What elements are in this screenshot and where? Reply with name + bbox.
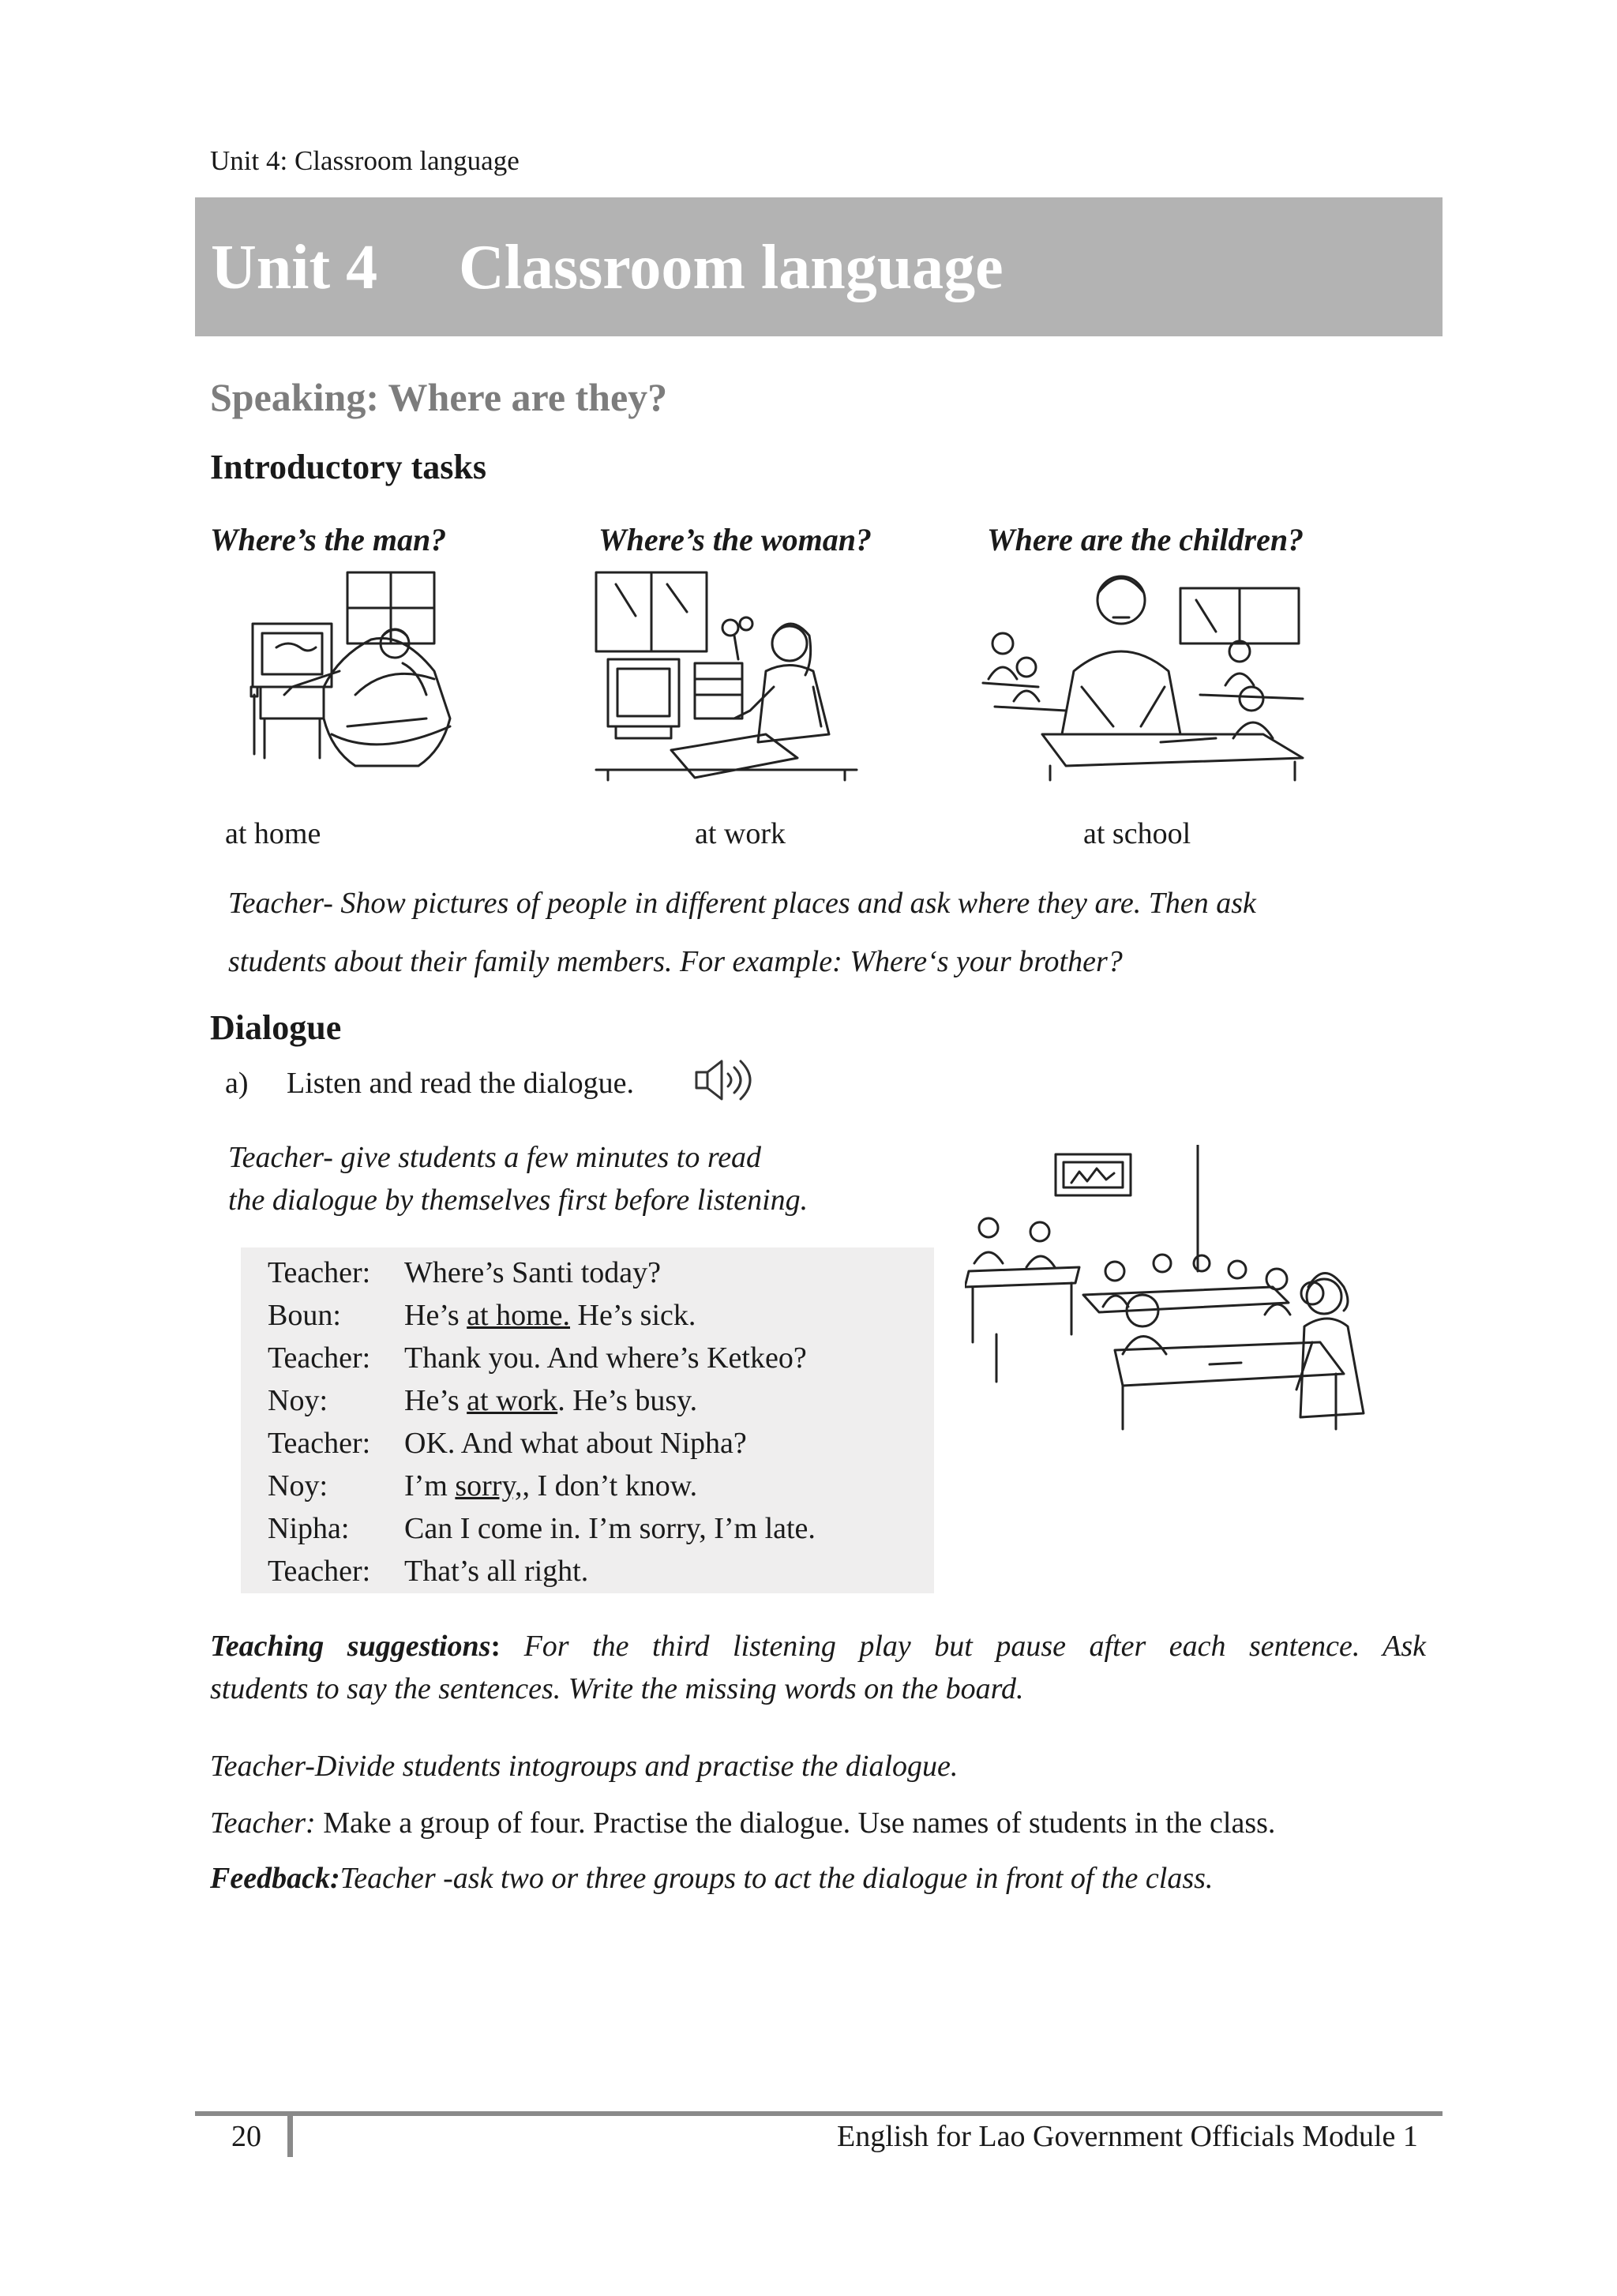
intro-teacher-note-1: Teacher- Show pictures of people in different places and ask where they are. Then ask (228, 887, 1256, 920)
line-text: Where’s Santi today? (404, 1256, 662, 1289)
speaker: Teacher: (268, 1555, 371, 1588)
underlined-phrase: sorry, (455, 1469, 523, 1503)
line-text: OK. And what about Nipha? (404, 1427, 747, 1460)
question-children: Where are the children? (987, 522, 1304, 557)
page-number: 20 (231, 2120, 261, 2153)
woman-at-work-illustration (592, 568, 861, 782)
feedback-note (210, 1857, 1213, 1900)
dialogue-teacher-note-1: Teacher- give students a few minutes to read (228, 1141, 762, 1174)
feedback-label: Feedback: (210, 1862, 340, 1895)
place-at-school: at school (1083, 817, 1191, 850)
question-man: Where’s the man? (210, 522, 447, 557)
speaker: Nipha: (268, 1512, 350, 1545)
dialogue-heading: Dialogue (210, 1008, 342, 1047)
line-text: I’m sorry,, I don’t know. (404, 1469, 698, 1503)
line-text: He’s at work. He’s busy. (404, 1384, 698, 1417)
line-text: He’s at home. He’s sick. (404, 1299, 696, 1332)
place-at-work: at work (695, 817, 786, 850)
speaker: Teacher: (268, 1256, 371, 1289)
dialogue-task (225, 1066, 635, 1101)
dialogue-box (241, 1247, 934, 1593)
place-at-home: at home (225, 817, 321, 850)
speaker: Boun: (268, 1299, 341, 1332)
intro-heading: Introductory tasks (210, 448, 487, 486)
intro-teacher-note-2: students about their family members. For example: Where‘s your brother? (228, 945, 1123, 978)
teacher-instruction (210, 1802, 1275, 1844)
dialogue-teacher-note-2: the dialogue by themselves first before listening. (228, 1184, 808, 1217)
footer-rule (195, 2111, 1443, 2116)
unit-name: Classroom language (459, 233, 1004, 302)
divide-note: Teacher-Divide students intogroups and practise the dialogue. (210, 1750, 959, 1783)
section-heading: Speaking: Where are they? (210, 375, 668, 419)
teacher-text: Make a group of four. Practise the dialogue. Use names of students in the class. (315, 1806, 1276, 1840)
suggestions-line-2: students to say the sentences. Write the missing words on the board. (210, 1672, 1024, 1705)
suggestions-label: Teaching suggestions (210, 1630, 491, 1663)
speaker: Noy: (268, 1384, 328, 1417)
suggestions-text-1: For the third listening play but pause after each sentence. Ask (523, 1630, 1426, 1663)
footer-divider (287, 2116, 293, 2157)
line-text: That’s all right. (404, 1555, 589, 1588)
unit-title-banner (195, 197, 1443, 336)
question-woman: Where’s the woman? (598, 522, 872, 557)
speaker-icon[interactable] (693, 1055, 755, 1105)
speaker: Noy: (268, 1469, 328, 1503)
line-text: Thank you. And where’s Ketkeo? (404, 1341, 807, 1375)
running-header: Unit 4: Classroom language (210, 145, 520, 176)
underlined-phrase: at home. (467, 1299, 571, 1332)
task-text: Listen and read the dialogue. (287, 1067, 635, 1100)
underlined-phrase: at work (467, 1384, 558, 1417)
unit-number: Unit 4 (211, 233, 378, 302)
speaker: Teacher: (268, 1341, 371, 1375)
feedback-text: Teacher -ask two or three groups to act the dialogue in front of the class. (340, 1862, 1214, 1895)
classroom-illustration (965, 1145, 1391, 1437)
teacher-label: Teacher: (210, 1806, 316, 1840)
children-at-school-illustration (979, 568, 1311, 782)
task-marker: a) (225, 1067, 249, 1100)
line-text: Can I come in. I’m sorry, I’m late. (404, 1512, 816, 1545)
man-at-home-illustration (237, 568, 474, 782)
book-title: English for Lao Government Officials Module 1 (837, 2120, 1418, 2153)
suggestions-line-1: Teaching suggestions: For the third listening play but pause after each sentence. Ask (210, 1630, 1426, 1663)
speaker: Teacher: (268, 1427, 371, 1460)
